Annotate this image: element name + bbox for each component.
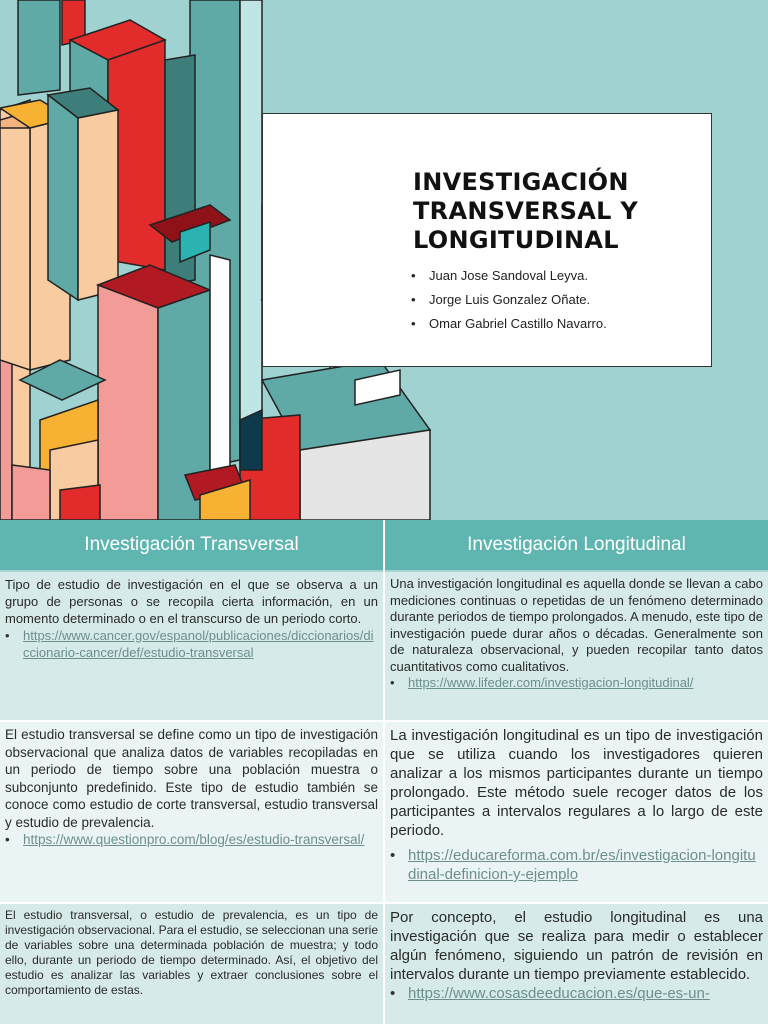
table-cell-transversal-3 bbox=[0, 904, 383, 1024]
table-cell-longitudinal-2 bbox=[385, 722, 768, 902]
table-cell-longitudinal-1 bbox=[385, 572, 768, 720]
author-item: • Omar Gabriel Castillo Navarro. bbox=[411, 312, 607, 336]
reference-item bbox=[390, 675, 763, 692]
cell-text: El estudio transversal, o estudio de prevalencia, es un tipo de investigación observacional. Para el estudio, se seleccionan una serie de variables sobre una determinada población de muestra; y todo ello, durante un periodo de tiempo determinado. Así, el objetivo del estudio es analizar las variables y extraer conclusiones sobre el comportamiento de estas. bbox=[5, 908, 378, 997]
column-divider bbox=[383, 520, 385, 1024]
cell-text: Tipo de estudio de investigación en el que se observa a un grupo de personas o se recopila cierta información, en un momento determinado o en el transcurso de un periodo corto. bbox=[5, 577, 378, 626]
cell-text: Por concepto, el estudio longitudinal es una investigación que se realiza para medir o establecer algún fenómeno, siguiendo un patrón de revisión en intervalos durante un tiempo previamente establecido. bbox=[390, 909, 763, 983]
cell-text: La investigación longitudinal es un tipo de investigación que se utiliza cuando los investigadores quieren analizar a los mismos participantes durante un tiempo prolongado. Este método suele recoger datos de los participantes a intervalos regulares a lo largo de este periodo. bbox=[390, 727, 763, 839]
row-divider bbox=[0, 902, 768, 904]
reference-item bbox=[5, 627, 378, 661]
table-cell-transversal-2 bbox=[0, 722, 383, 902]
author-list bbox=[411, 264, 607, 336]
column-header-transversal: Investigación Transversal bbox=[0, 520, 383, 570]
reference-link[interactable]: https://www.lifeder.com/investigacion-longitudinal/ bbox=[408, 675, 694, 690]
reference-item bbox=[5, 831, 378, 849]
reference-link[interactable]: https://www.cosasdeeducacion.es/que-es-un- bbox=[408, 985, 710, 1002]
cell-text: Una investigación longitudinal es aquella donde se llevan a cabo mediciones continuas o repetidas de un fenómeno determinado durante periodos de tiempo prolongados. A menudo, este tipo de investigación puede durar años o décadas. Generalmente son de naturaleza observacional, y pueden recopilar tanto datos cuantitativos como cualitativos. bbox=[390, 576, 763, 674]
table-cell-longitudinal-3 bbox=[385, 904, 768, 1024]
row-divider bbox=[0, 720, 768, 722]
title-card bbox=[262, 113, 712, 367]
reference-item bbox=[390, 846, 763, 884]
author-item: • Jorge Luis Gonzalez Oñate. bbox=[411, 288, 607, 312]
column-header-longitudinal: Investigación Longitudinal bbox=[385, 520, 768, 570]
reference-item bbox=[390, 984, 763, 1003]
cell-text: El estudio transversal se define como un tipo de investigación observacional que analiza datos de variables recopiladas en un periodo de tiempo sobre una población muestra o subconjunto predefinido. Este tipo de estudio también se conoce como estudio de corte transversal, estudio transversal y estudio de prevalencia. bbox=[5, 727, 378, 830]
slide-title: INVESTIGACIÓN TRANSVERSAL Y LONGITUDINAL bbox=[413, 168, 639, 254]
table-cell-transversal-1 bbox=[0, 572, 383, 720]
reference-link[interactable]: https://www.questionpro.com/blog/es/estudio-transversal/ bbox=[23, 832, 365, 847]
reference-link[interactable]: https://educareforma.com.br/es/investigacion-longitudinal-definicion-y-ejemplo bbox=[408, 847, 756, 883]
reference-link[interactable]: https://www.cancer.gov/espanol/publicaciones/diccionarios/diccionario-cancer/def/estudio-transversal bbox=[23, 628, 374, 660]
author-item: • Juan Jose Sandoval Leyva. bbox=[411, 264, 607, 288]
comparison-table bbox=[0, 520, 768, 1024]
